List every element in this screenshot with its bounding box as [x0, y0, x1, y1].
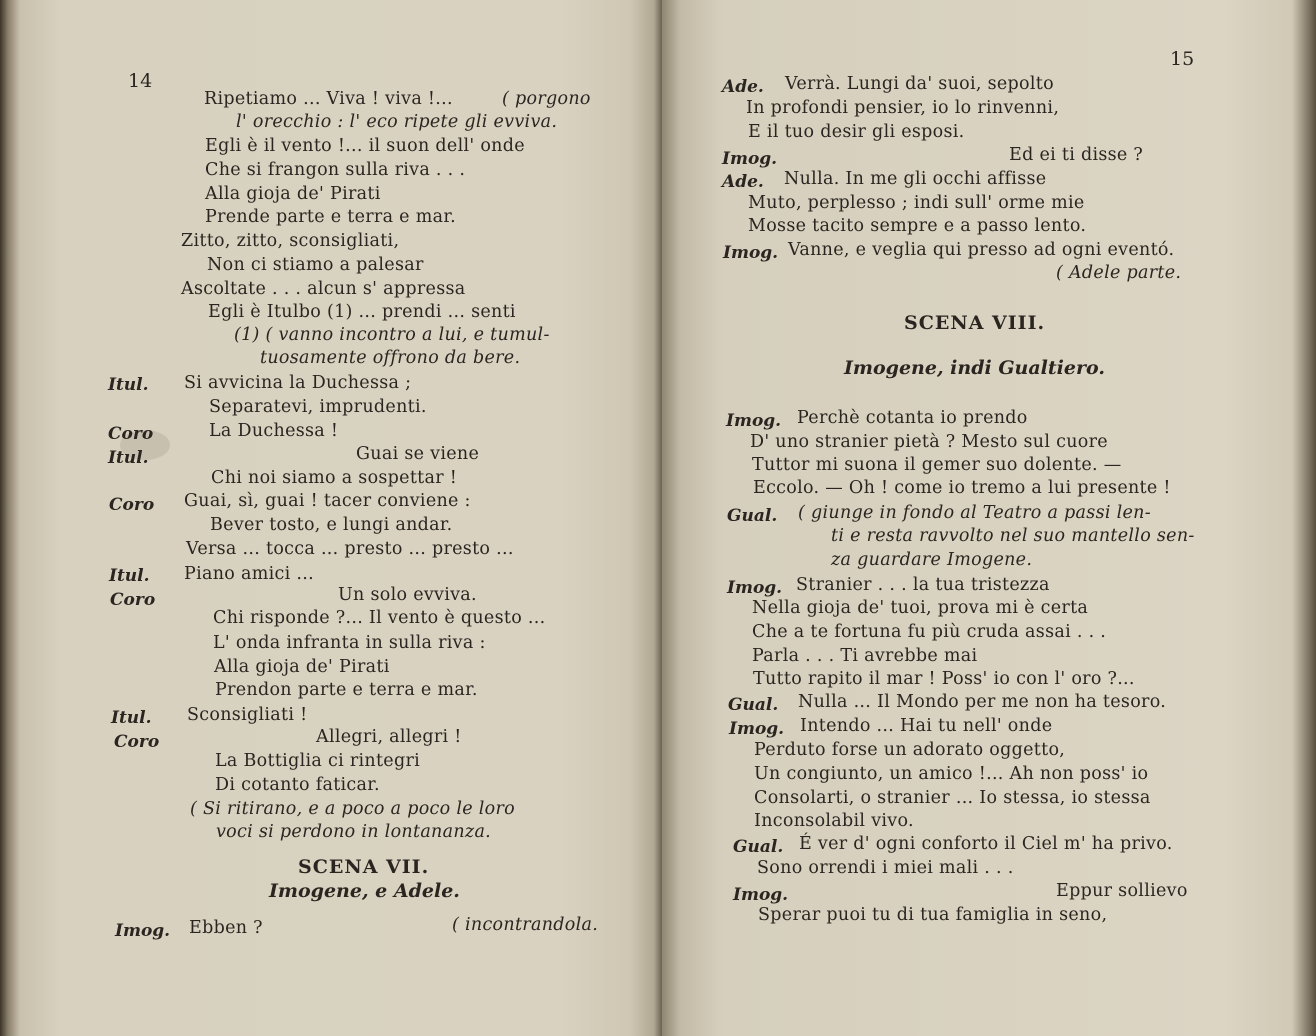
verse-line: Tutto rapito il mar ! Poss' io con l' oro ?... — [753, 669, 1135, 689]
verse-line: Intendo ... Hai tu nell' onde — [800, 716, 1053, 736]
verse-line: Allegri, allegri ! — [316, 727, 462, 747]
verse-line: Verrà. Lungi da' suoi, sepolto — [785, 74, 1054, 94]
verse-line: Tuttor mi suona il gemer suo dolente. — — [752, 455, 1122, 475]
verse-line: Perduto forse un adorato oggetto, — [754, 740, 1066, 760]
stage-direction: ( giunge in fondo al Teatro a passi len- — [798, 503, 1151, 523]
speaker-label: Imog. — [727, 578, 783, 598]
speaker-label: Itul. — [108, 448, 149, 468]
verse-line: Eccolo. — Oh ! come io tremo a lui presente ! — [753, 478, 1171, 498]
page-number: 14 — [128, 70, 153, 92]
verse-line: Sperar puoi tu di tua famiglia in seno, — [758, 905, 1108, 925]
verse-line: Eppur sollievo — [1056, 881, 1188, 901]
verse-line: Che a te fortuna fu più cruda assai . . . — [752, 622, 1107, 642]
verse-line: Egli è Itulbo (1) ... prendi ... senti — [208, 302, 516, 322]
verse-line: Zitto, zitto, sconsigliati, — [181, 231, 400, 251]
footnote: (1) ( vanno incontro a lui, e tumul- — [234, 325, 550, 345]
verse-line: La Bottiglia ci rintegri — [215, 751, 421, 771]
stage-direction: ti e resta ravvolto nel suo mantello sen- — [831, 526, 1195, 546]
speaker-label: Coro — [110, 590, 156, 610]
verse-line: Muto, perplesso ; indi sull' orme mie — [748, 193, 1085, 213]
verse-line: Parla . . . Ti avrebbe mai — [752, 646, 978, 666]
stage-direction: za guardare Imogene. — [831, 550, 1033, 570]
footnote: tuosamente offrono da bere. — [260, 348, 521, 368]
verse-line: Perchè cotanta io prendo — [797, 408, 1028, 428]
verse-line: Un solo evviva. — [338, 585, 477, 605]
verse-line: Si avvicina la Duchessa ; — [184, 373, 412, 393]
verse-line: Bever tosto, e lungi andar. — [210, 515, 453, 535]
stage-direction: voci si perdono in lontananza. — [216, 822, 492, 842]
verse-line: Prende parte e terra e mar. — [205, 207, 456, 227]
verse-line: Ebben ? — [189, 918, 263, 938]
verse-line: Sconsigliati ! — [187, 705, 308, 725]
speaker-label: Ade. — [722, 77, 764, 97]
verse-line: Nella gioja de' tuoi, prova mi è certa — [752, 598, 1089, 618]
verse-line: Ed ei ti disse ? — [1009, 145, 1144, 165]
verse-line: E il tuo desir gli esposi. — [748, 122, 965, 142]
verse-line: Ripetiamo ... Viva ! viva !... — [204, 89, 453, 109]
verse-line: Non ci stiamo a palesar — [207, 255, 424, 275]
right-page — [662, 0, 1316, 1036]
verse-line: Sono orrendi i miei mali . . . — [757, 858, 1014, 878]
speaker-label: Coro — [108, 424, 154, 444]
verse-line: La Duchessa ! — [209, 421, 339, 441]
speaker-label: Imog. — [723, 243, 779, 263]
speaker-label: Imog. — [733, 885, 789, 905]
scene-characters: Imogene, indi Gualtiero. — [844, 357, 1105, 379]
stage-direction: ( Si ritirano, e a poco a poco le loro — [190, 799, 515, 819]
verse-line: Guai, sì, guai ! tacer conviene : — [184, 491, 471, 511]
verse-line: Guai se viene — [356, 444, 480, 464]
speaker-label: Itul. — [109, 566, 150, 586]
verse-line: Che si frangon sulla riva . . . — [205, 160, 466, 180]
verse-line: Ascoltate . . . alcun s' appressa — [181, 279, 466, 299]
verse-line: Nulla. In me gli occhi affisse — [784, 169, 1047, 189]
speaker-label: Coro — [114, 732, 160, 752]
stage-direction: ( incontrandola. — [452, 915, 599, 935]
speaker-label: Itul. — [108, 375, 149, 395]
stage-direction: ( Adele parte. — [1056, 263, 1182, 283]
verse-line: Nulla ... Il Mondo per me non ha tesoro. — [798, 692, 1167, 712]
page-number: 15 — [1170, 48, 1195, 70]
speaker-label: Imog. — [726, 411, 782, 431]
speaker-label: Gual. — [733, 837, 784, 857]
verse-line: Versa ... tocca ... presto ... presto ... — [186, 539, 514, 559]
speaker-label: Gual. — [728, 695, 779, 715]
verse-line: Mosse tacito sempre e a passo lento. — [748, 216, 1087, 236]
verse-line: Piano amici ... — [184, 564, 314, 584]
speaker-label: Imog. — [115, 921, 171, 941]
verse-line: Chi noi siamo a sospettar ! — [211, 468, 458, 488]
speaker-label: Gual. — [727, 506, 778, 526]
verse-line: Un congiunto, un amico !... Ah non poss' io — [754, 764, 1149, 784]
stage-direction: l' orecchio : l' eco ripete gli evviva. — [236, 112, 558, 132]
verse-line: Alla gioja de' Pirati — [214, 657, 390, 677]
verse-line: Chi risponde ?... Il vento è questo ... — [213, 608, 546, 628]
speaker-label: Itul. — [111, 708, 152, 728]
verse-line: Alla gioja de' Pirati — [205, 184, 381, 204]
stage-direction: ( porgono — [502, 89, 591, 109]
verse-line: L' onda infranta in sulla riva : — [213, 633, 486, 653]
verse-line: D' uno stranier pietà ? Mesto sul cuore — [750, 432, 1108, 452]
scene-title: SCENA VII. — [298, 856, 430, 878]
verse-line: Di cotanto faticar. — [215, 775, 380, 795]
verse-line: Inconsolabil vivo. — [754, 811, 914, 831]
verse-line: Vanne, e veglia qui presso ad ogni eventó. — [788, 240, 1175, 260]
speaker-label: Ade. — [722, 172, 764, 192]
verse-line: Prendon parte e terra e mar. — [215, 680, 478, 700]
speaker-label: Imog. — [722, 149, 778, 169]
verse-line: Stranier . . . la tua tristezza — [796, 575, 1050, 595]
verse-line: É ver d' ogni conforto il Ciel m' ha privo. — [799, 834, 1173, 854]
verse-line: Egli è il vento !... il suon dell' onde — [205, 136, 525, 156]
verse-line: Separatevi, imprudenti. — [209, 397, 427, 417]
verse-line: Consolarti, o stranier ... Io stessa, io stessa — [754, 788, 1151, 808]
scene-characters: Imogene, e Adele. — [269, 880, 460, 902]
scene-title: SCENA VIII. — [904, 312, 1046, 334]
verse-line: In profondi pensier, io lo rinvenni, — [746, 98, 1060, 118]
speaker-label: Coro — [109, 495, 155, 515]
speaker-label: Imog. — [729, 719, 785, 739]
